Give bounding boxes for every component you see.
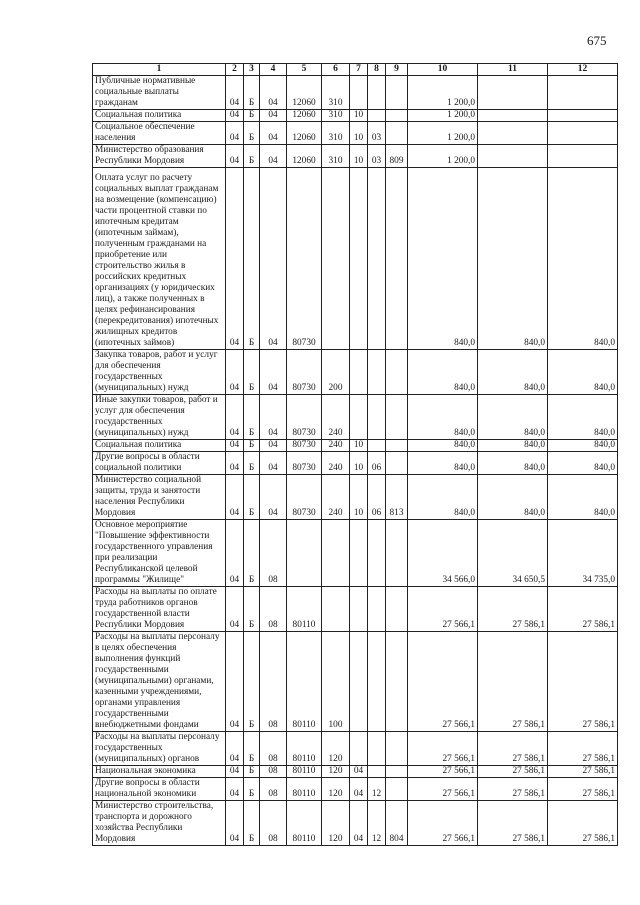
- cell-col-2: 04: [226, 168, 244, 350]
- cell-col-9: [386, 440, 408, 452]
- column-header-11: 11: [478, 64, 548, 76]
- cell-col-12: 27 586,1: [548, 732, 618, 766]
- cell-col-11: [478, 76, 548, 110]
- cell-col-9: [386, 778, 408, 801]
- cell-col-5: 80730: [287, 452, 322, 475]
- cell-col-7: 10: [350, 145, 368, 168]
- cell-col-11: 27 586,1: [478, 587, 548, 632]
- cell-col-12: 27 586,1: [548, 632, 618, 732]
- cell-col-3: Б: [244, 395, 260, 440]
- page-number: 675: [587, 33, 607, 48]
- cell-col-2: 04: [226, 778, 244, 801]
- cell-col-10: 27 566,1: [408, 732, 478, 766]
- cell-col-4: 04: [260, 350, 287, 395]
- cell-col-7: 10: [350, 110, 368, 122]
- cell-col-7: 04: [350, 778, 368, 801]
- cell-col-7: [350, 76, 368, 110]
- cell-col-10: 27 566,1: [408, 766, 478, 778]
- cell-col-5: 12060: [287, 76, 322, 110]
- cell-col-3: Б: [244, 520, 260, 587]
- cell-col-10: 27 566,1: [408, 801, 478, 846]
- cell-col-3: Б: [244, 632, 260, 732]
- cell-col-3: Б: [244, 122, 260, 145]
- cell-col-2: 04: [226, 110, 244, 122]
- cell-col-3: Б: [244, 145, 260, 168]
- cell-col-7: [350, 632, 368, 732]
- cell-col-5: 80110: [287, 732, 322, 766]
- table-row: [93, 452, 618, 475]
- cell-col-11: 27 586,1: [478, 632, 548, 732]
- table-row: [93, 440, 618, 452]
- row-name-cell: Социальное обеспечение населения: [93, 122, 226, 145]
- cell-col-5: 80110: [287, 766, 322, 778]
- cell-col-10: 1 200,0: [408, 76, 478, 110]
- cell-col-12: 840,0: [548, 168, 618, 350]
- cell-col-6: [322, 168, 350, 350]
- cell-col-10: 840,0: [408, 395, 478, 440]
- cell-col-11: 27 586,1: [478, 801, 548, 846]
- cell-col-10: 840,0: [408, 440, 478, 452]
- cell-col-8: 06: [368, 452, 386, 475]
- cell-col-6: 240: [322, 395, 350, 440]
- cell-col-6: 120: [322, 766, 350, 778]
- cell-col-12: 27 586,1: [548, 766, 618, 778]
- cell-col-11: 840,0: [478, 395, 548, 440]
- cell-col-5: [287, 520, 322, 587]
- row-name-cell: Расходы на выплаты персоналу государственных (муниципальных) органов: [93, 732, 226, 766]
- cell-col-7: 10: [350, 452, 368, 475]
- cell-col-7: [350, 395, 368, 440]
- cell-col-8: 12: [368, 801, 386, 846]
- cell-col-3: Б: [244, 801, 260, 846]
- row-name-cell: Национальная экономика: [93, 766, 226, 778]
- cell-col-9: [386, 76, 408, 110]
- table-row: [93, 122, 618, 145]
- row-name-cell: Социальная политика: [93, 440, 226, 452]
- cell-col-2: 04: [226, 145, 244, 168]
- cell-col-3: Б: [244, 110, 260, 122]
- cell-col-12: 34 735,0: [548, 520, 618, 587]
- cell-col-9: [386, 732, 408, 766]
- table-row: [93, 168, 618, 350]
- cell-col-2: 04: [226, 440, 244, 452]
- cell-col-5: 12060: [287, 122, 322, 145]
- cell-col-8: [368, 766, 386, 778]
- cell-col-6: 100: [322, 632, 350, 732]
- cell-col-8: [368, 110, 386, 122]
- cell-col-4: 08: [260, 587, 287, 632]
- cell-col-11: 840,0: [478, 168, 548, 350]
- cell-col-8: 03: [368, 145, 386, 168]
- table-row: [93, 76, 618, 110]
- table-row: [93, 395, 618, 440]
- row-name-cell: Министерство социальной защиты, труда и занятости населения Республики Мордовия: [93, 475, 226, 520]
- table-row: [93, 778, 618, 801]
- cell-col-5: 80110: [287, 632, 322, 732]
- table-row: [93, 350, 618, 395]
- row-name-cell: Министерство образования Республики Мордовия: [93, 145, 226, 168]
- cell-col-8: [368, 632, 386, 732]
- cell-col-6: 310: [322, 110, 350, 122]
- cell-col-8: 03: [368, 122, 386, 145]
- cell-col-9: 813: [386, 475, 408, 520]
- cell-col-10: 840,0: [408, 452, 478, 475]
- table-row: [93, 145, 618, 168]
- column-header-4: 4: [260, 64, 287, 76]
- cell-col-4: 08: [260, 520, 287, 587]
- cell-col-6: 240: [322, 440, 350, 452]
- cell-col-9: [386, 452, 408, 475]
- cell-col-6: 310: [322, 76, 350, 110]
- table-row: [93, 732, 618, 766]
- cell-col-9: 809: [386, 145, 408, 168]
- cell-col-12: 27 586,1: [548, 587, 618, 632]
- cell-col-4: 08: [260, 801, 287, 846]
- cell-col-10: 840,0: [408, 350, 478, 395]
- cell-col-7: 04: [350, 801, 368, 846]
- budget-table: [92, 63, 618, 846]
- column-header-6: 6: [322, 64, 350, 76]
- cell-col-5: 80110: [287, 778, 322, 801]
- cell-col-9: [386, 520, 408, 587]
- cell-col-8: [368, 76, 386, 110]
- cell-col-7: 04: [350, 766, 368, 778]
- table-row: [93, 110, 618, 122]
- cell-col-10: 1 200,0: [408, 110, 478, 122]
- cell-col-2: 04: [226, 122, 244, 145]
- cell-col-8: [368, 440, 386, 452]
- cell-col-2: 04: [226, 732, 244, 766]
- cell-col-2: 04: [226, 632, 244, 732]
- column-header-7: 7: [350, 64, 368, 76]
- cell-col-4: 04: [260, 452, 287, 475]
- cell-col-9: [386, 766, 408, 778]
- cell-col-6: [322, 520, 350, 587]
- cell-col-3: Б: [244, 350, 260, 395]
- column-header-8: 8: [368, 64, 386, 76]
- cell-col-7: 10: [350, 440, 368, 452]
- cell-col-5: 80730: [287, 395, 322, 440]
- cell-col-7: 10: [350, 475, 368, 520]
- table-row: [93, 766, 618, 778]
- cell-col-3: Б: [244, 587, 260, 632]
- row-name-cell: Оплата услуг по расчету социальных выплат гражданам на возмещение (компенсацию) части процентной ставки по ипотечным кредитам (ипотечным займам), полученным гражданами на приобретение или строительство жилья в российских кредитных организациях (у юридических лиц), а также полученных в целях рефинансирования (перекредитования) ипотечных жилищных кредитов (ипотечных займов): [93, 168, 226, 350]
- cell-col-5: 12060: [287, 110, 322, 122]
- table-row: [93, 475, 618, 520]
- cell-col-3: Б: [244, 76, 260, 110]
- column-header-3: 3: [244, 64, 260, 76]
- cell-col-12: 840,0: [548, 452, 618, 475]
- cell-col-12: 840,0: [548, 475, 618, 520]
- row-name-cell: Расходы на выплаты по оплате труда работников органов государственной власти Республики Мордовия: [93, 587, 226, 632]
- cell-col-4: 04: [260, 122, 287, 145]
- cell-col-10: 34 566,0: [408, 520, 478, 587]
- cell-col-2: 04: [226, 801, 244, 846]
- cell-col-5: 80730: [287, 440, 322, 452]
- cell-col-7: [350, 587, 368, 632]
- cell-col-6: 310: [322, 145, 350, 168]
- table-row: [93, 587, 618, 632]
- column-header-12: 12: [548, 64, 618, 76]
- cell-col-4: 08: [260, 766, 287, 778]
- row-name-cell: Другие вопросы в области национальной экономики: [93, 778, 226, 801]
- cell-col-10: 840,0: [408, 168, 478, 350]
- cell-col-2: 04: [226, 76, 244, 110]
- table-row: [93, 801, 618, 846]
- cell-col-3: Б: [244, 778, 260, 801]
- cell-col-9: [386, 395, 408, 440]
- cell-col-12: 840,0: [548, 440, 618, 452]
- cell-col-12: 840,0: [548, 350, 618, 395]
- row-name-cell: Социальная политика: [93, 110, 226, 122]
- cell-col-2: 04: [226, 587, 244, 632]
- table-header-row: [93, 64, 618, 76]
- cell-col-3: Б: [244, 168, 260, 350]
- cell-col-10: 27 566,1: [408, 778, 478, 801]
- table-row: [93, 520, 618, 587]
- row-name-cell: Основное мероприятие "Повышение эффективности государственного управления при реализации Республиканской целевой программы "Жилище": [93, 520, 226, 587]
- cell-col-12: [548, 145, 618, 168]
- cell-col-4: 04: [260, 475, 287, 520]
- cell-col-5: 80730: [287, 475, 322, 520]
- cell-col-8: [368, 395, 386, 440]
- cell-col-2: 04: [226, 520, 244, 587]
- cell-col-11: 840,0: [478, 475, 548, 520]
- row-name-cell: Министерство строительства, транспорта и дорожного хозяйства Республики Мордовия: [93, 801, 226, 846]
- row-name-cell: Расходы на выплаты персоналу в целях обеспечения выполнения функций государственными (муниципальными) органами, казенными учреждениями, органами управления государственными внебюджетными фондами: [93, 632, 226, 732]
- cell-col-7: [350, 520, 368, 587]
- cell-col-8: [368, 587, 386, 632]
- cell-col-6: 200: [322, 350, 350, 395]
- column-header-9: 9: [386, 64, 408, 76]
- cell-col-10: 27 566,1: [408, 632, 478, 732]
- cell-col-5: 12060: [287, 145, 322, 168]
- cell-col-3: Б: [244, 766, 260, 778]
- cell-col-2: 04: [226, 475, 244, 520]
- cell-col-11: 840,0: [478, 350, 548, 395]
- cell-col-4: 04: [260, 110, 287, 122]
- cell-col-3: Б: [244, 452, 260, 475]
- cell-col-4: 04: [260, 395, 287, 440]
- column-header-10: 10: [408, 64, 478, 76]
- cell-col-5: 80730: [287, 168, 322, 350]
- cell-col-6: 310: [322, 122, 350, 145]
- cell-col-5: 80110: [287, 587, 322, 632]
- cell-col-9: [386, 350, 408, 395]
- cell-col-3: Б: [244, 440, 260, 452]
- cell-col-11: [478, 110, 548, 122]
- table-row: [93, 632, 618, 732]
- cell-col-11: 840,0: [478, 440, 548, 452]
- cell-col-8: 12: [368, 778, 386, 801]
- cell-col-11: 34 650,5: [478, 520, 548, 587]
- cell-col-7: [350, 168, 368, 350]
- cell-col-10: 27 566,1: [408, 587, 478, 632]
- cell-col-11: 27 586,1: [478, 778, 548, 801]
- column-header-5: 5: [287, 64, 322, 76]
- cell-col-4: 08: [260, 732, 287, 766]
- cell-col-4: 04: [260, 440, 287, 452]
- cell-col-6: 240: [322, 452, 350, 475]
- cell-col-11: 27 586,1: [478, 732, 548, 766]
- column-header-1: 1: [93, 64, 226, 76]
- cell-col-4: 08: [260, 778, 287, 801]
- cell-col-6: 120: [322, 778, 350, 801]
- cell-col-2: 04: [226, 350, 244, 395]
- cell-col-5: 80730: [287, 350, 322, 395]
- cell-col-12: 27 586,1: [548, 778, 618, 801]
- row-name-cell: Публичные нормативные социальные выплаты гражданам: [93, 76, 226, 110]
- cell-col-12: [548, 122, 618, 145]
- cell-col-10: 840,0: [408, 475, 478, 520]
- cell-col-2: 04: [226, 452, 244, 475]
- cell-col-6: 120: [322, 801, 350, 846]
- row-name-cell: Закупка товаров, работ и услуг для обеспечения государственных (муниципальных) нужд: [93, 350, 226, 395]
- cell-col-9: [386, 168, 408, 350]
- column-header-2: 2: [226, 64, 244, 76]
- cell-col-10: 1 200,0: [408, 145, 478, 168]
- cell-col-10: 1 200,0: [408, 122, 478, 145]
- cell-col-12: [548, 110, 618, 122]
- cell-col-6: 120: [322, 732, 350, 766]
- row-name-cell: Иные закупки товаров, работ и услуг для обеспечения государственных (муниципальных) нужд: [93, 395, 226, 440]
- cell-col-3: Б: [244, 475, 260, 520]
- cell-col-9: [386, 632, 408, 732]
- cell-col-7: 10: [350, 122, 368, 145]
- cell-col-12: [548, 76, 618, 110]
- cell-col-4: 08: [260, 632, 287, 732]
- cell-col-12: 840,0: [548, 395, 618, 440]
- cell-col-7: [350, 732, 368, 766]
- cell-col-12: 27 586,1: [548, 801, 618, 846]
- cell-col-6: [322, 587, 350, 632]
- cell-col-7: [350, 350, 368, 395]
- cell-col-11: [478, 145, 548, 168]
- cell-col-8: [368, 350, 386, 395]
- cell-col-3: Б: [244, 732, 260, 766]
- cell-col-8: [368, 520, 386, 587]
- cell-col-8: [368, 732, 386, 766]
- cell-col-8: 06: [368, 475, 386, 520]
- cell-col-9: 804: [386, 801, 408, 846]
- cell-col-9: [386, 122, 408, 145]
- cell-col-9: [386, 110, 408, 122]
- cell-col-5: 80110: [287, 801, 322, 846]
- cell-col-2: 04: [226, 766, 244, 778]
- cell-col-4: 04: [260, 168, 287, 350]
- cell-col-4: 04: [260, 76, 287, 110]
- cell-col-9: [386, 587, 408, 632]
- cell-col-8: [368, 168, 386, 350]
- cell-col-2: 04: [226, 395, 244, 440]
- cell-col-11: [478, 122, 548, 145]
- row-name-cell: Другие вопросы в области социальной политики: [93, 452, 226, 475]
- cell-col-11: 840,0: [478, 452, 548, 475]
- cell-col-6: 240: [322, 475, 350, 520]
- cell-col-4: 04: [260, 145, 287, 168]
- cell-col-11: 27 586,1: [478, 766, 548, 778]
